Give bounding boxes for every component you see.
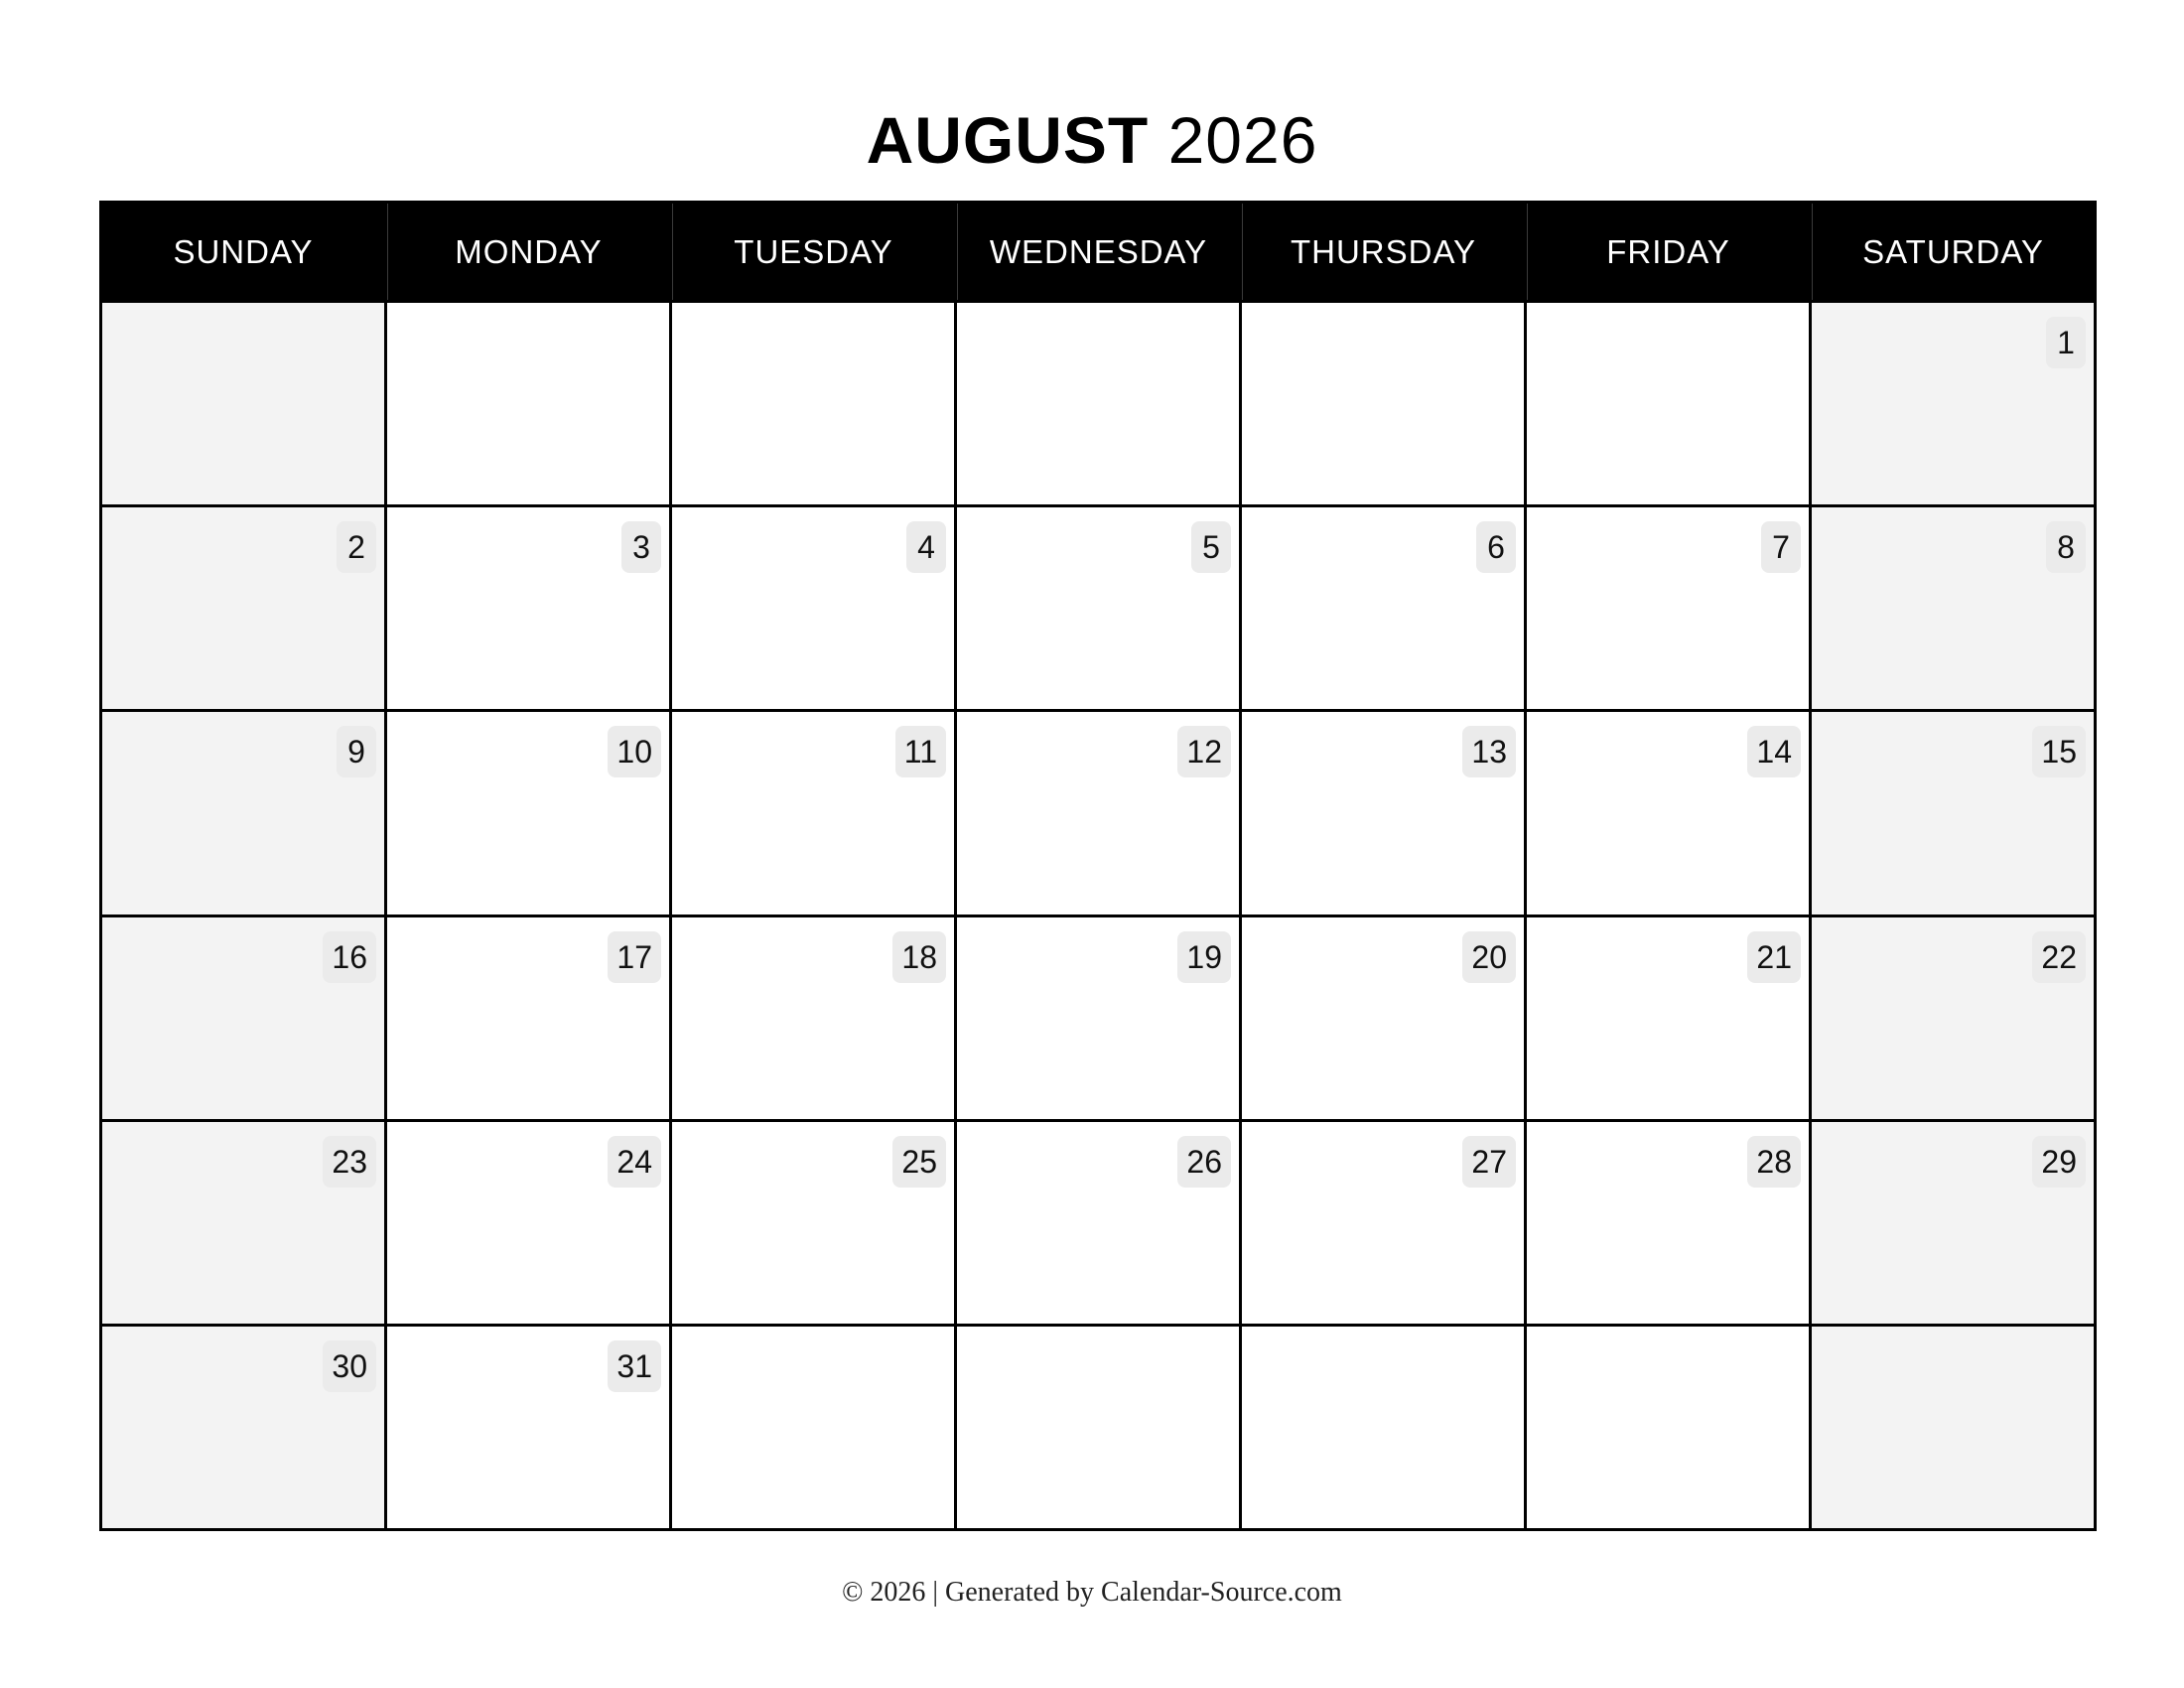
date-number-badge: 21 (1747, 931, 1801, 983)
day-cell (672, 507, 954, 709)
date-number-badge: 16 (323, 931, 376, 983)
day-cell (102, 507, 384, 709)
weekday-header-monday: MONDAY (387, 204, 669, 300)
day-cell (957, 712, 1239, 914)
day-cell (1527, 507, 1809, 709)
date-number-badge: 1 (2046, 317, 2086, 368)
day-cell (387, 1122, 669, 1324)
weekday-header-wednesday: WEDNESDAY (957, 204, 1239, 300)
date-number-badge: 3 (621, 521, 661, 573)
day-cell (1242, 1122, 1524, 1324)
weekday-header-saturday: SATURDAY (1812, 204, 2094, 300)
empty-day-cell (387, 303, 669, 504)
empty-day-cell (672, 303, 954, 504)
empty-day-cell (1527, 303, 1809, 504)
date-number-badge: 11 (895, 726, 946, 777)
weekday-header-thursday: THURSDAY (1242, 204, 1524, 300)
date-number-badge: 10 (608, 726, 661, 777)
day-cell (957, 1122, 1239, 1324)
date-number-badge: 24 (608, 1136, 661, 1188)
day-cell (387, 507, 669, 709)
date-number-badge: 26 (1177, 1136, 1231, 1188)
day-cell (102, 917, 384, 1119)
weekday-header-friday: FRIDAY (1527, 204, 1809, 300)
empty-day-cell (1242, 1327, 1524, 1528)
page-title (0, 95, 2184, 185)
day-cell (957, 507, 1239, 709)
day-cell (1812, 507, 2094, 709)
date-number-badge: 25 (892, 1136, 946, 1188)
day-cell (672, 917, 954, 1119)
empty-day-cell (672, 1327, 954, 1528)
title-month: AUGUST (866, 103, 1150, 177)
weekday-header-sunday: SUNDAY (102, 204, 384, 300)
empty-day-cell (1812, 1327, 2094, 1528)
date-number-badge: 27 (1462, 1136, 1516, 1188)
day-cell (1812, 917, 2094, 1119)
day-cell (1812, 1122, 2094, 1324)
day-cell (1242, 507, 1524, 709)
footer-credit: © 2026 | Generated by Calendar-Source.com (842, 1577, 1342, 1608)
empty-day-cell (102, 303, 384, 504)
day-cell (387, 1327, 669, 1528)
date-number-badge: 8 (2046, 521, 2086, 573)
date-number-badge: 2 (337, 521, 376, 573)
empty-day-cell (957, 1327, 1239, 1528)
day-cell (1812, 712, 2094, 914)
title-year: 2026 (1167, 103, 1318, 177)
day-cell (1527, 712, 1809, 914)
calendar-grid (99, 201, 2097, 1531)
date-number-badge: 14 (1747, 726, 1801, 777)
day-cell (102, 1122, 384, 1324)
day-cell (957, 917, 1239, 1119)
day-cell (102, 712, 384, 914)
date-number-badge: 23 (323, 1136, 376, 1188)
day-cell (387, 712, 669, 914)
day-cell (387, 917, 669, 1119)
day-cell (102, 1327, 384, 1528)
day-cell (1242, 917, 1524, 1119)
date-number-badge: 17 (608, 931, 661, 983)
empty-day-cell (1242, 303, 1524, 504)
empty-day-cell (957, 303, 1239, 504)
date-number-badge: 28 (1747, 1136, 1801, 1188)
date-number-badge: 5 (1191, 521, 1231, 573)
day-cell (1812, 303, 2094, 504)
date-number-badge: 19 (1177, 931, 1231, 983)
date-number-badge: 31 (608, 1340, 661, 1392)
date-number-badge: 12 (1177, 726, 1231, 777)
date-number-badge: 13 (1462, 726, 1516, 777)
empty-day-cell (1527, 1327, 1809, 1528)
day-cell (1527, 917, 1809, 1119)
day-cell (672, 712, 954, 914)
day-cell (1242, 712, 1524, 914)
date-number-badge: 9 (337, 726, 376, 777)
day-cell (672, 1122, 954, 1324)
date-number-badge: 18 (892, 931, 946, 983)
date-number-badge: 4 (906, 521, 946, 573)
date-number-badge: 7 (1761, 521, 1801, 573)
date-number-badge: 20 (1462, 931, 1516, 983)
date-number-badge: 6 (1476, 521, 1516, 573)
date-number-badge: 22 (2032, 931, 2086, 983)
date-number-badge: 15 (2032, 726, 2086, 777)
weekday-header-tuesday: TUESDAY (672, 204, 954, 300)
date-number-badge: 29 (2032, 1136, 2086, 1188)
day-cell (1527, 1122, 1809, 1324)
date-number-badge: 30 (323, 1340, 376, 1392)
